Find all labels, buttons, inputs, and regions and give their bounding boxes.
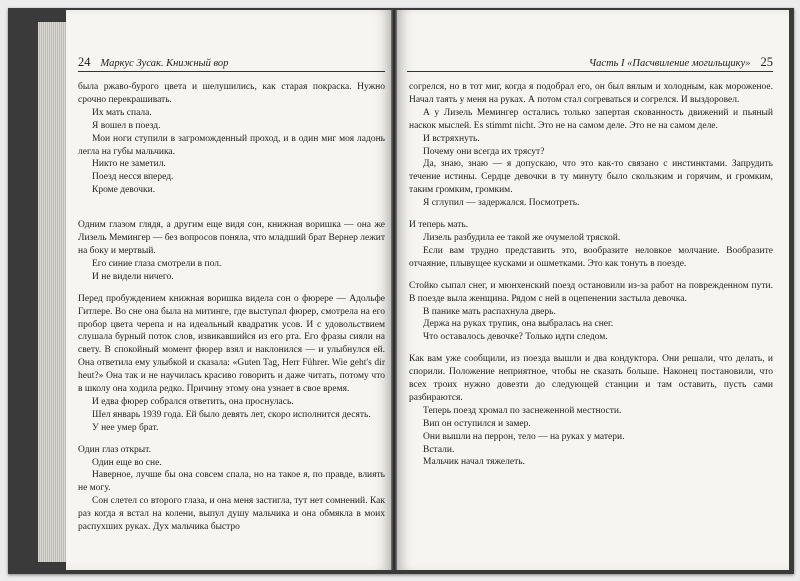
right-header-rule <box>407 71 773 72</box>
paragraph: Кроме девочки. <box>92 185 156 196</box>
left-running-head: Маркус Зусак. Книжный вор <box>100 58 229 69</box>
paragraph: Я вошел в поезд. <box>92 120 161 131</box>
paragraph: Если вам трудно представить это, вообразите неловкое молчание. Вообразите отчаяние, плывущее кусками и ошметками. Это как тонуть в поезде. <box>409 245 773 269</box>
paragraph: Поезд несся вперед. <box>92 172 174 183</box>
paragraph: Да, знаю, знаю — я допускаю, что это как-то связано с инстинктами. Запрудить течение истины. Сердце девочки в ту минуту было скользким и горячим, и громким, таким громким, громким. <box>409 159 773 196</box>
paragraph: Стойко сыпал снег, и мюнхенский поезд остановили из-за работ на поврежденном пути. В поезде выла женщина. Рядом с ней в оцепенении застыла девочка. <box>409 280 773 304</box>
page-edges <box>38 22 66 562</box>
right-page-number: 25 <box>760 55 773 69</box>
paragraph: Никто не заметил. <box>92 159 166 170</box>
paragraph: Лизель разбудила ее такой же очумелой тряской. <box>423 232 621 243</box>
paragraph: Их мать спала. <box>92 107 152 118</box>
paragraph: И едва фюрер собрался ответить, она проснулась. <box>92 396 294 407</box>
paragraph: Теперь поезд хромал по заснеженной местности. <box>423 405 622 416</box>
left-page-number: 24 <box>78 55 91 69</box>
paragraph: И не видели ничего. <box>92 271 174 282</box>
paragraph: Как вам уже сообщили, из поезда вышли и два кондуктора. Они решали, что делать, и спорили. Положение неприятное, чтобы не сказать больше. Наконец постановили, что всех троих нужно довезти до следующей станции и там оставить, пусть сами разбираются. <box>409 354 773 403</box>
paragraph: Вип он оступился и замер. <box>423 418 531 429</box>
paragraph: Наверное, лучше бы она совсем спала, но на такое я, по правде, влиять не могу. <box>78 470 385 494</box>
left-header-rule <box>78 71 385 72</box>
paragraph: Перед пробуждением книжная воришка видела сон о фюрере — Адольфе Гитлере. Во сне она была на митинге, где выступал фюрер, смотрела на его пробор цвета черепа и на идеальный квадратик усов. И с удовольствием слушала бурный поток слов, извикавшийся из его рта. Его фразы сияли на свету. В спокойный момент фюрер взял и наклонился — и улыбнулся ей. Она ответила ему улыбкой и сказала: «Guten Tag, Herr Führer. Wie geht's dir heut?» Она так и не научилась красиво говорить и даже читать, потому что в школу она ходила редко. Причину этому она узнает в свое время. <box>78 293 385 395</box>
paragraph: была ржаво-бурого цвета и шелушились, как старая покраска. Нужно срочно перекрашивать. <box>78 82 385 105</box>
paragraph: У нее умер брат. <box>92 422 159 433</box>
paragraph: А у Лизель Мемингер остались только запертая скованность движений и пьяный наскок мыслей. Es stimmt nicht. Это не на самом деле. Это не на самом деле. <box>409 107 773 131</box>
paragraph: Один еще во сне. <box>92 457 162 468</box>
paragraph: Его синие глаза смотрели в пол. <box>92 258 222 269</box>
paragraph: Встали. <box>423 444 455 455</box>
right-page-header <box>589 55 773 70</box>
left-page-text <box>78 81 385 534</box>
paragraph: Сон слетел со второго глаза, и она меня застигла, тут нет сомнений. Как раз когда я встал на колени, выпул душу мальчика и она обмякла в моих распухших руках. Дух мальчика быстро <box>78 496 385 533</box>
paragraph: согрелся, но в тот миг, когда я подобрал его, он был вялым и холодным, как мороженое. Начал таять у меня на руках. А потом стал согреваться и согрелся. И выздоровел. <box>409 82 773 105</box>
paragraph: Мои ноги ступили в загроможденный проход, и в один миг моя ладонь легла на губы мальчика. <box>78 133 385 157</box>
right-running-head: Часть I «Пасчвиление могильщику» <box>588 58 751 69</box>
right-page <box>397 10 789 570</box>
paragraph: Шел январь 1939 года. Ей было девять лет, скоро исполнится десять. <box>92 409 371 420</box>
right-page-text <box>409 81 773 469</box>
book-spread <box>8 8 794 574</box>
paragraph: Одним глазом глядя, а другим еще видя сон, книжная воришка — она же Лизель Мемингер — без вопросов поняла, что младший брат Вернер лежит на боку и мертвый. <box>78 220 385 256</box>
paragraph: В панике мать распахнула дверь. <box>423 306 556 317</box>
paragraph: И встряхнуть. <box>423 133 480 144</box>
paragraph: Один глаз открыт. <box>78 444 151 455</box>
left-page-header <box>78 55 228 70</box>
paragraph: Что оставалось девочке? Только идти следом. <box>423 332 608 343</box>
paragraph: Они вышли на перрон, тело — на руках у матери. <box>423 431 625 442</box>
paragraph: И теперь мать. <box>409 220 469 231</box>
paragraph: Держа на руках трупик, она выбралась на снег. <box>423 319 614 330</box>
paragraph: Мальчик начал тяжелеть. <box>423 457 525 468</box>
paragraph: Я сглупил — задержался. Посмотреть. <box>423 198 580 209</box>
left-page <box>66 10 391 570</box>
paragraph: Почему они всегда их трясут? <box>423 146 545 157</box>
